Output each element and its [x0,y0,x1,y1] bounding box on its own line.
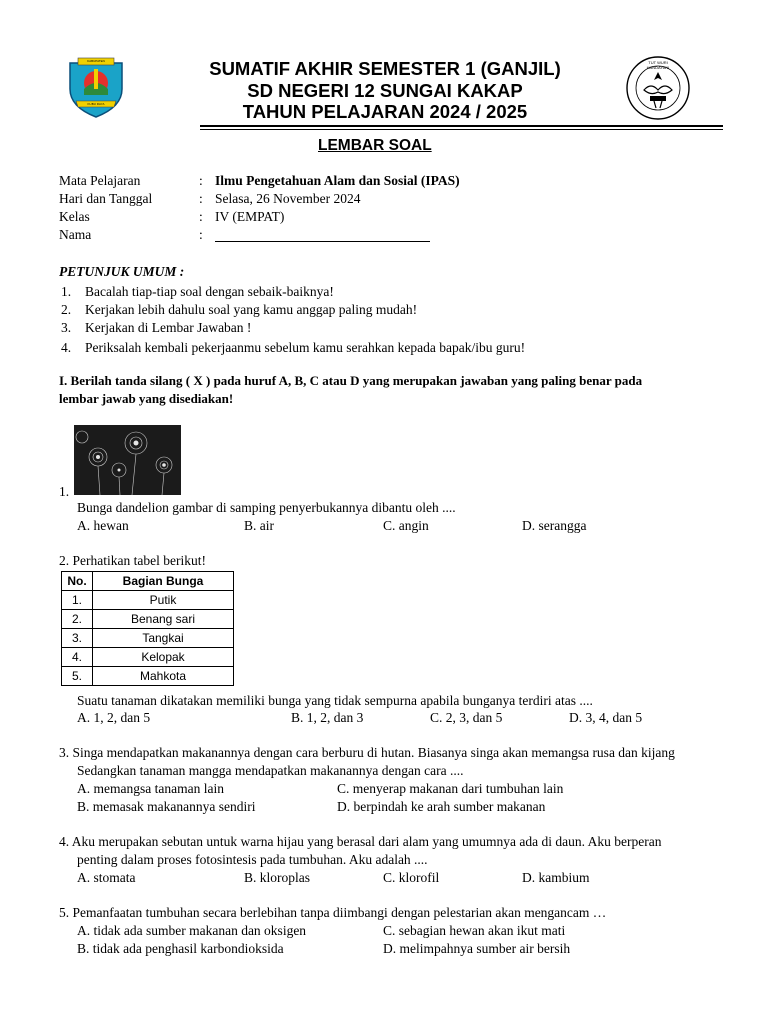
table-row [62,591,234,610]
instruction-text: Periksalah kembali pekerjaanmu sebelum kamu serahkan kepada bapak/ibu guru! [85,340,526,355]
question-text: Suatu tanaman dikatakan memiliki bunga yang tidak sempurna apabila bunganya terdiri atas .... [77,693,593,708]
option-c[interactable]: C. sebagian hewan akan ikut mati [383,923,566,938]
instruction-text: Bacalah tiap-tiap soal dengan sebaik-baiknya! [85,284,334,299]
info-value-class: IV (EMPAT) [215,209,285,224]
question-intro: 2. Perhatikan tabel berikut! [59,553,206,568]
section-instruction-line1: I. Berilah tanda silang ( X ) pada huruf A, B, C atau D yang merupakan jawaban yang paling benar pada [59,373,643,388]
option-d[interactable]: D. kambium [522,870,590,885]
instruction-text: Kerjakan lebih dahulu soal yang kamu anggap paling mudah! [85,302,418,317]
option-a[interactable]: A. 1, 2, dan 5 [77,710,151,725]
sheet-title: LEMBAR SOAL [318,137,432,154]
table-cell-part: Tangkai [93,629,234,648]
header-rule-thick [200,125,723,127]
name-blank-line[interactable] [215,229,430,242]
question-text-line2: penting dalam proses fotosintesis pada tumbuhan. Aku adalah .... [77,852,428,867]
table-cell-no: 5. [62,667,93,686]
kabupaten-logo [64,55,128,119]
right-logo-label: TUT WURI HANDAYANI [646,60,670,70]
info-colon: : [199,227,203,242]
info-value-subject: Ilmu Pengetahuan Alam dan Sosial (IPAS) [215,173,460,188]
option-a[interactable]: A. stomata [77,870,136,885]
left-logo-ribbon: KUBU RAYA [87,102,105,106]
instruction-number: 4. [61,340,72,355]
flower-parts-table [61,571,234,686]
question-text-line1: 5. Pemanfaatan tumbuhan secara berlebihan tanpa diimbangi dengan pelestarian akan mengancam … [59,905,607,920]
question-text-line2: Sedangkan tanaman mangga mendapatkan makanannya dengan cara .... [77,763,464,778]
table-cell-part: Kelopak [93,648,234,667]
info-colon: : [199,191,203,206]
option-d[interactable]: D. serangga [522,518,587,533]
table-cell-part: Mahkota [93,667,234,686]
table-header-part: Bagian Bunga [93,572,234,591]
table-row [62,610,234,629]
option-b[interactable]: B. 1, 2, dan 3 [291,710,364,725]
table-row [62,648,234,667]
question-text: Bunga dandelion gambar di samping penyerbukannya dibantu oleh .... [77,500,456,515]
info-colon: : [199,209,203,224]
table-cell-part: Benang sari [93,610,234,629]
question-text-line1: 4. Aku merupakan sebutan untuk warna hijau yang berasal dari alam yang umumnya ada di daun. Aku berperan [59,834,662,849]
option-b[interactable]: B. air [244,518,274,533]
option-c[interactable]: C. klorofil [383,870,440,885]
table-row [62,629,234,648]
dandelion-image [74,425,181,495]
instruction-number: 2. [61,302,72,317]
option-d[interactable]: D. berpindah ke arah sumber makanan [337,799,546,814]
option-a[interactable]: A. hewan [77,518,129,533]
info-colon: : [199,173,203,188]
section-instruction-line2: lembar jawab yang disediakan! [59,391,234,406]
option-b[interactable]: B. tidak ada penghasil karbondioksida [77,941,284,956]
table-cell-no: 3. [62,629,93,648]
info-label-date: Hari dan Tanggal [59,191,153,206]
info-label-class: Kelas [59,209,90,224]
table-cell-no: 4. [62,648,93,667]
left-logo-label: KABUPATEN [87,59,105,63]
table-cell-no: 1. [62,591,93,610]
header-title-line1: SUMATIF AKHIR SEMESTER 1 (GANJIL) [209,58,561,79]
header-academic-year: TAHUN PELAJARAN 2024 / 2025 [242,101,528,122]
option-b[interactable]: B. memasak makanannya sendiri [77,799,256,814]
instruction-number: 1. [61,284,72,299]
option-c[interactable]: C. menyerap makanan dari tumbuhan lain [337,781,564,796]
option-d[interactable]: D. 3, 4, dan 5 [569,710,643,725]
question-text-line1: 3. Singa mendapatkan makanannya dengan cara berburu di hutan. Biasanya singa akan memangsa rusa dan kijang [59,745,675,760]
header-school-name: SD NEGERI 12 SUNGAI KAKAP [247,80,523,101]
table-row [62,667,234,686]
info-value-date: Selasa, 26 November 2024 [215,191,361,206]
table-cell-no: 2. [62,610,93,629]
tut-wuri-handayani-logo [624,54,692,122]
info-label-subject: Mata Pelajaran [59,173,141,188]
option-b[interactable]: B. kloroplas [244,870,310,885]
question-number: 1. [59,484,70,499]
option-c[interactable]: C. angin [383,518,429,533]
info-label-name: Nama [59,227,92,242]
instructions-title: PETUNJUK UMUM : [59,264,185,279]
header-rule-thin [200,129,723,130]
option-c[interactable]: C. 2, 3, dan 5 [430,710,503,725]
instruction-number: 3. [61,320,72,335]
table-cell-part: Putik [93,591,234,610]
option-d[interactable]: D. melimpahnya sumber air bersih [383,941,571,956]
option-a[interactable]: A. tidak ada sumber makanan dan oksigen [77,923,307,938]
instruction-text: Kerjakan di Lembar Jawaban ! [85,320,252,335]
option-a[interactable]: A. memangsa tanaman lain [77,781,224,796]
table-header-no: No. [62,572,93,591]
